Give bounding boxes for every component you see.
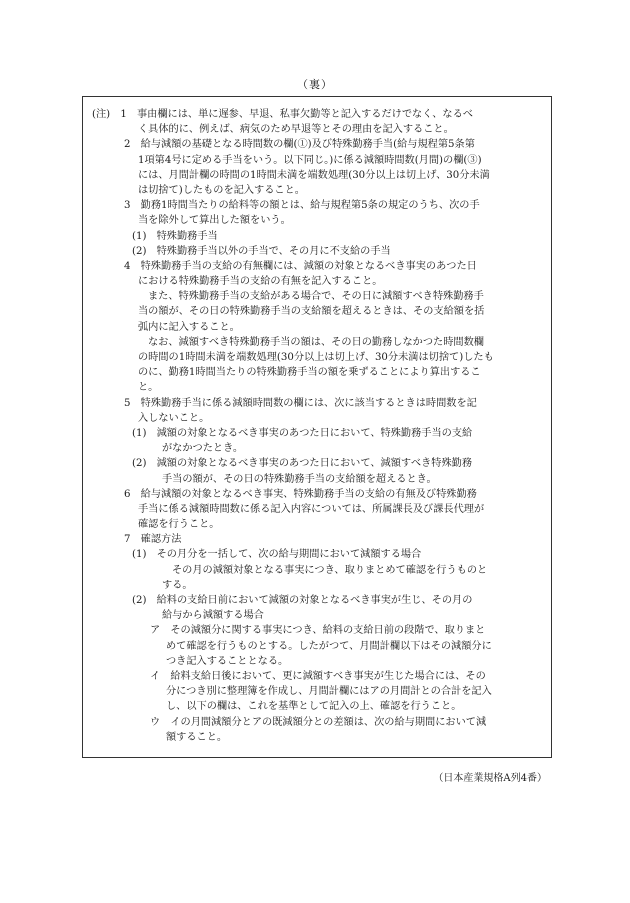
note-line: なお、減額すべき特殊勤務手当の額は、その日の勤務しなかつた時間数欄 xyxy=(148,336,484,348)
note-line: (1) 減額の対象となるべき事実のあつた日において、特殊勤務手当の支給 xyxy=(132,427,473,439)
note-line: 6 給与減額の対象となるべき事実、特殊勤務手当の支給の有無及び特殊勤務 xyxy=(124,488,477,500)
note-line: には、月間計欄の時間の1時間未満を端数処理(30分以上は切上げ、30分未満 xyxy=(138,169,490,181)
note-line: における特殊勤務手当の支給の有無を記入すること。 xyxy=(138,276,383,288)
note-line: ウ イの月間減額分とアの既減額分との差額は、次の給与期間において減 xyxy=(150,716,487,728)
note-line: 入しないこと。 xyxy=(138,412,210,424)
notes-body xyxy=(92,107,547,745)
note-line: く具体的に、例えば、病気のため早退等とその理由を記入すること。 xyxy=(138,124,454,136)
note-line: (1) その月分を一括して、次の給与期間において減額する場合 xyxy=(132,549,422,561)
note-line: 1項第4号に定める手当をいう。以下同じ。)に係る減額時間数(月間)の欄(③) xyxy=(138,154,482,166)
note-line: 給与から減額する場合 xyxy=(162,610,264,622)
note-line: 分につき別に整理簿を作成し、月間計欄にはアの月間計との合計を記入 xyxy=(166,686,492,698)
page-title: （裏） xyxy=(297,78,333,91)
note-line: 確認を行うこと。 xyxy=(138,519,220,531)
note-line: のに、勤務1時間当たりの特殊勤務手当の額を乗ずることにより算出するこ xyxy=(138,367,481,379)
note-line: (注) 1 事由欄には、単に遅参、早退、私事欠勤等と記入するだけでなく、なるべ xyxy=(92,109,473,120)
note-line: (2) 特殊勤務手当以外の手当で、その月に不支給の手当 xyxy=(132,245,391,257)
note-line: (2) 減額の対象となるべき事実のあつた日において、減額すべき特殊勤務 xyxy=(132,458,473,470)
note-line: 5 特殊勤務手当に係る減額時間数の欄には、次に該当するときは時間数を記 xyxy=(124,397,477,409)
note-line: つき記入することとなる。 xyxy=(166,655,289,667)
note-line: (2) 給料の支給日前において減額の対象となるべき事実が生じ、その月の xyxy=(132,595,473,606)
note-line: また、特殊勤務手当の支給がある場合で、その日に減額すべき特殊勤務手 xyxy=(148,291,484,303)
note-line: 当を除外して算出した額をいう。 xyxy=(138,215,291,227)
note-line: 3 勤務1時間当たりの給料等の額とは、給与規程第5条の規定のうち、次の手 xyxy=(124,200,480,212)
note-line: (1) 特殊勤務手当 xyxy=(132,230,218,242)
note-line: がなかつたとき。 xyxy=(162,443,244,455)
note-line: は切捨て)したものを記入すること。 xyxy=(138,184,305,196)
note-line: めて確認を行うものとする。したがつて、月間計欄以下はその減額分に xyxy=(166,640,492,652)
note-line: の時間の1時間未満を端数処理(30分以上は切上げ、30分未満は切捨て)したも xyxy=(138,352,494,363)
note-line: 手当に係る減額時間数に係る記入内容については、所属課長及び課長代理が xyxy=(138,503,485,515)
note-line: し、以下の欄は、これを基準として記入の上、確認を行うこと。 xyxy=(166,701,462,713)
note-line: イ 給料支給日後において、更に減額すべき事実が生じた場合には、その xyxy=(150,670,486,682)
note-line: と。 xyxy=(138,382,159,394)
note-line: 弧内に記入すること。 xyxy=(138,321,240,333)
paper-size-footer: （日本産業規格A列4番） xyxy=(433,773,547,784)
note-line: その月の減額対象となる事実につき、取りまとめて確認を行うものと xyxy=(172,564,488,576)
note-line: 4 特殊勤務手当の支給の有無欄には、減額の対象となるべき事実のあつた日 xyxy=(124,260,477,272)
note-line: 額すること。 xyxy=(166,731,228,743)
note-line: ア その減額分に関する事実につき、給料の支給日前の段階で、取りまと xyxy=(150,625,486,637)
note-line: する。 xyxy=(162,579,193,591)
note-line: 手当の額が、その日の特殊勤務手当の支給額を超えるとき。 xyxy=(162,473,437,485)
note-line: 7 確認方法 xyxy=(124,534,182,546)
note-line: 当の額が、その日の特殊勤務手当の支給額を超えるときは、その支給額を括 xyxy=(138,306,485,318)
note-line: 2 給与減額の基礎となる時間数の欄(①)及び特殊勤務手当(給与規程第5条第 xyxy=(124,139,475,151)
